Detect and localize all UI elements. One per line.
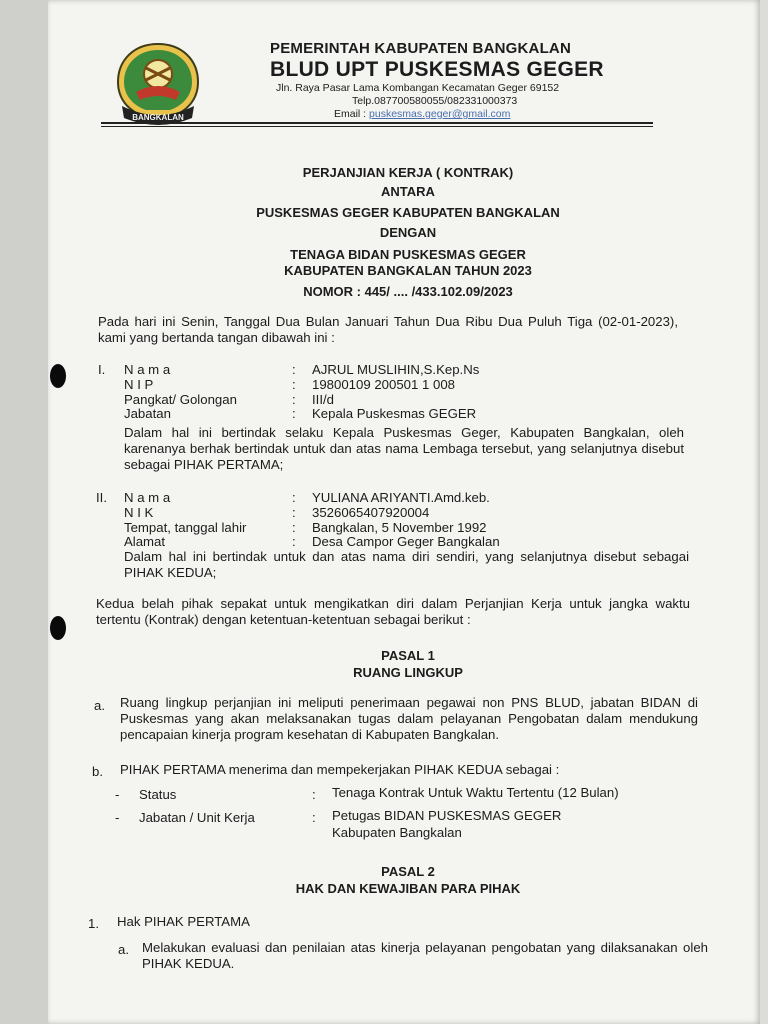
party2-label-address: Alamat (124, 534, 166, 549)
b-item-position-label: Jabatan / Unit Kerja (139, 810, 255, 825)
party2-colon: : (292, 520, 296, 535)
emblem-banner-text: BANGKALAN (132, 113, 184, 122)
party1-colon: : (292, 406, 296, 421)
party2-value-nik: 3526065407920004 (312, 505, 430, 520)
party1-label-nip: N I P (124, 377, 154, 392)
email-label: Email : (334, 108, 367, 120)
pasal2-item1a-mark: a. (118, 942, 129, 957)
party1-colon: : (292, 362, 296, 377)
b-item-position-value-2: Kabupaten Bangkalan (332, 825, 462, 840)
b-item-dash: - (115, 787, 120, 802)
party1-colon: : (292, 392, 296, 407)
doc-title-dengan: DENGAN (379, 225, 437, 240)
pasal1-subheading: RUANG LINGKUP (353, 665, 463, 680)
letterhead-rule (101, 122, 653, 124)
b-item-colon: : (312, 810, 316, 825)
party2-number: II. (96, 490, 107, 505)
punch-hole-bottom (50, 616, 66, 640)
party2-label-name: N a m a (124, 490, 171, 505)
party2-colon: : (292, 505, 296, 520)
agreement-paragraph: Kedua belah pihak sepakat untuk mengikatkan diri dalam Perjanjian Kerja untuk jangka waktu tertentu (Kontrak) dengan ketentuan-ketentuan sebagai berikut : (96, 596, 690, 627)
letterhead-phone: Telp.087700580055/082331000373 (352, 95, 518, 107)
party2-label-birth: Tempat, tanggal lahir (124, 520, 247, 535)
party1-value-position: Kepala Puskesmas GEGER (312, 406, 477, 421)
email-link[interactable]: puskesmas.geger@gmail.com (369, 108, 511, 120)
party2-label-nik: N I K (124, 505, 154, 520)
pasal2-item1-text: Hak PIHAK PERTAMA (117, 914, 250, 929)
party1-label-name: N a m a (124, 362, 171, 377)
letterhead-rule-thin (101, 126, 653, 127)
pasal1-a-mark: a. (94, 698, 105, 713)
party1-number: I. (98, 362, 106, 377)
party2-colon: : (292, 534, 296, 549)
pasal2-item1-mark: 1. (88, 916, 99, 931)
pasal2-heading: PASAL 2 (381, 864, 435, 879)
b-item-status-value: Tenaga Kontrak Untuk Waktu Tertentu (12 Bulan) (332, 785, 619, 800)
b-item-position-value: Petugas BIDAN PUSKESMAS GEGER (332, 808, 562, 823)
letterhead-org: BLUD UPT PUSKESMAS GEGER (270, 58, 604, 81)
party2-colon: : (292, 490, 296, 505)
party1-colon: : (292, 377, 296, 392)
party1-description: Dalam hal ini bertindak selaku Kepala Puskesmas Geger, Kabupaten Bangkalan, oleh karenanya berhak bertindak untuk dan atas nama Lembaga tersebut, yang selanjutnya disebut sebagai PIHAK PERTAMA; (124, 425, 684, 472)
b-item-dash: - (115, 810, 120, 825)
doc-title-antara: ANTARA (381, 184, 435, 199)
pasal1-b-text: PIHAK PERTAMA menerima dan mempekerjakan PIHAK KEDUA sebagai : (120, 762, 560, 777)
pasal2-subheading: HAK DAN KEWAJIBAN PARA PIHAK (295, 881, 521, 896)
party2-description: Dalam hal ini bertindak untuk dan atas nama diri sendiri, yang selanjutnya disebut sebagai PIHAK KEDUA; (124, 549, 689, 580)
pasal1-heading: PASAL 1 (381, 648, 435, 663)
pasal1-b-mark: b. (92, 764, 103, 779)
b-item-colon: : (312, 787, 316, 802)
party1-value-nip: 19800109 200501 1 008 (312, 377, 456, 392)
intro-paragraph: Pada hari ini Senin, Tanggal Dua Bulan Januari Tahun Dua Ribu Dua Puluh Tiga (02-01-2023), kami yang bertanda tangan dibawah ini : (98, 314, 678, 345)
pasal1-a-text: Ruang lingkup perjanjian ini meliputi penerimaan pegawai non PNS BLUD, jabatan BIDAN di Puskesmas yang akan melaksanakan tugas dalam pelayanan Pengobatan dalam mendukung pencapaian kinerja program kesehatan di Kabupaten Bangkalan. (120, 695, 698, 742)
doc-title-party1: PUSKESMAS GEGER KABUPATEN BANGKALAN (256, 205, 560, 220)
party1-value-name: AJRUL MUSLIHIN,S.Kep.Ns (312, 362, 480, 377)
letterhead-email (334, 108, 510, 120)
party2-value-name: YULIANA ARIYANTI.Amd.keb. (312, 490, 490, 505)
party1-label-rank: Pangkat/ Golongan (124, 392, 237, 407)
bangkalan-emblem (112, 40, 204, 128)
b-item-status-label: Status (139, 787, 177, 802)
party2-value-birth: Bangkalan, 5 November 1992 (312, 520, 487, 535)
letterhead-address: Jln. Raya Pasar Lama Kombangan Kecamatan Geger 69152 (276, 82, 560, 94)
doc-title-party2: TENAGA BIDAN PUSKESMAS GEGER (290, 247, 526, 262)
party2-value-address: Desa Campor Geger Bangkalan (312, 534, 500, 549)
doc-title: PERJANJIAN KERJA ( KONTRAK) (302, 165, 514, 180)
party1-value-rank: III/d (312, 392, 334, 407)
letterhead-gov: PEMERINTAH KABUPATEN BANGKALAN (270, 40, 571, 57)
doc-title-party2-sub: KABUPATEN BANGKALAN TAHUN 2023 (284, 263, 532, 278)
punch-hole-top (50, 364, 66, 388)
doc-number: NOMOR : 445/ .... /433.102.09/2023 (303, 284, 513, 299)
pasal2-item1a-text: Melakukan evaluasi dan penilaian atas kinerja pelayanan pengobatan yang dilaksanakan oleh PIHAK KEDUA. (142, 940, 708, 971)
party1-label-position: Jabatan (124, 406, 171, 421)
